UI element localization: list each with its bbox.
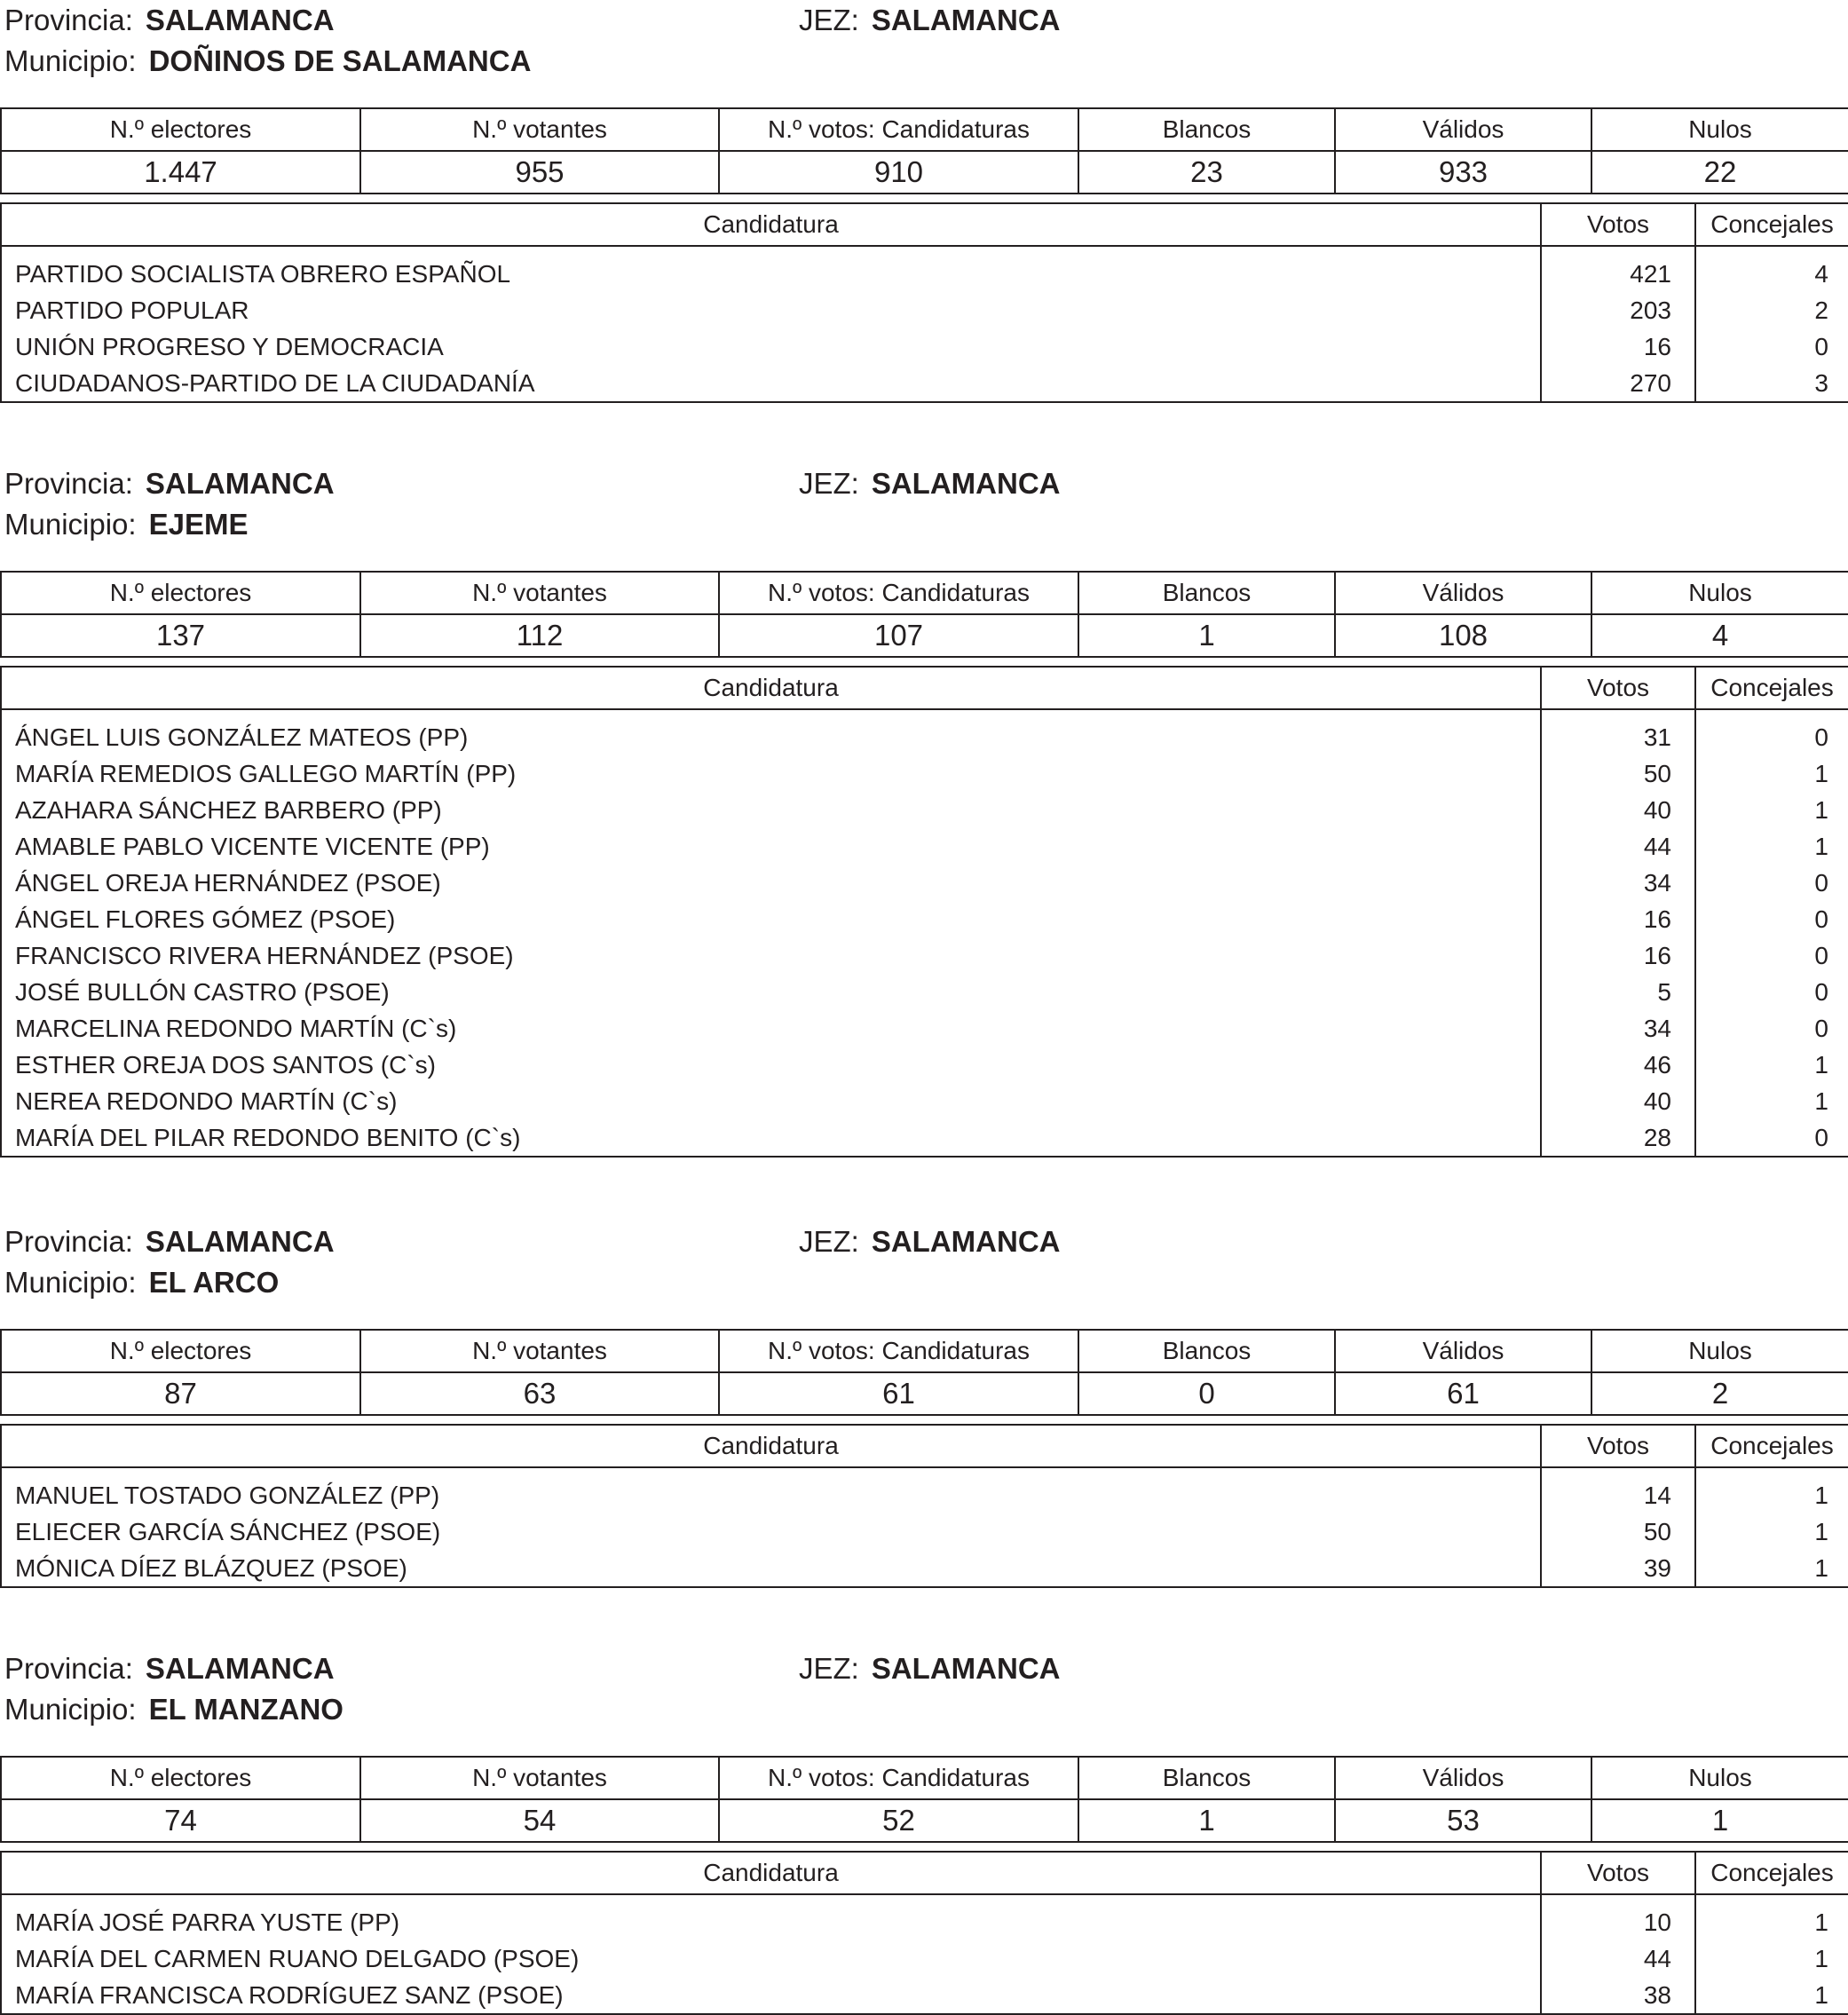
summary-header-blancos: Blancos	[1078, 108, 1335, 151]
summary-header-nulos: Nulos	[1591, 1757, 1848, 1799]
votos-header: Votos	[1541, 1425, 1695, 1467]
summary-table	[0, 1329, 1848, 1416]
provincia-label: Provincia:	[4, 467, 133, 500]
candidate-concejales: 1	[1695, 1047, 1848, 1083]
summary-table	[0, 107, 1848, 194]
summary-value-row	[1, 1372, 1848, 1415]
candidate-name: ELIECER GARCÍA SÁNCHEZ (PSOE)	[15, 1517, 441, 1545]
candidate-name: FRANCISCO RIVERA HERNÁNDEZ (PSOE)	[15, 941, 514, 969]
municipio-value: EL MANZANO	[148, 1693, 344, 1726]
candidate-row	[1, 1083, 1848, 1119]
candidate-row	[1, 828, 1848, 865]
candidate-row	[1, 365, 1848, 402]
candidates-table	[0, 202, 1848, 403]
votos-header: Votos	[1541, 203, 1695, 246]
candidate-row	[1, 1550, 1848, 1587]
candidate-name: PARTIDO SOCIALISTA OBRERO ESPAÑOL	[15, 259, 511, 288]
summary-value-blancos: 1	[1078, 614, 1335, 657]
candidatura-header: Candidatura	[1, 667, 1541, 709]
summary-header-row	[1, 1757, 1848, 1799]
summary-header-validos: Válidos	[1335, 1330, 1591, 1372]
candidates-table	[0, 1424, 1848, 1588]
candidate-concejales: 0	[1695, 719, 1848, 755]
candidate-name: CIUDADANOS-PARTIDO DE LA CIUDADANÍA	[15, 368, 535, 397]
municipio-value: EL ARCO	[148, 1266, 280, 1299]
candidate-concejales: 0	[1695, 1119, 1848, 1157]
candidatura-header: Candidatura	[1, 1425, 1541, 1467]
summary-header-nulos: Nulos	[1591, 108, 1848, 151]
summary-header-nulos: Nulos	[1591, 572, 1848, 614]
municipio-value: DOÑINOS DE SALAMANCA	[148, 44, 532, 77]
summary-header-votos_cand: N.º votos: Candidaturas	[719, 108, 1078, 151]
candidate-votos: 46	[1541, 1047, 1695, 1083]
candidate-votos: 10	[1541, 1904, 1695, 1940]
summary-value-row	[1, 1799, 1848, 1842]
candidates-table	[0, 666, 1848, 1158]
candidate-row	[1, 1119, 1848, 1157]
concejales-header: Concejales	[1695, 1425, 1848, 1467]
summary-header-validos: Válidos	[1335, 572, 1591, 614]
summary-header-nulos: Nulos	[1591, 1330, 1848, 1372]
candidate-row	[1, 974, 1848, 1010]
candidate-votos: 38	[1541, 1977, 1695, 2014]
summary-header-row	[1, 572, 1848, 614]
jez-line	[799, 0, 1061, 41]
candidate-row	[1, 256, 1848, 292]
summary-table	[0, 1756, 1848, 1843]
candidate-row	[1, 1010, 1848, 1047]
candidate-votos: 28	[1541, 1119, 1695, 1157]
candidate-name: ÁNGEL OREJA HERNÁNDEZ (PSOE)	[15, 868, 441, 897]
jez-value: SALAMANCA	[871, 1652, 1061, 1685]
candidate-row	[1, 719, 1848, 755]
jez-line	[799, 463, 1061, 504]
concejales-header: Concejales	[1695, 203, 1848, 246]
candidate-name: ÁNGEL LUIS GONZÁLEZ MATEOS (PP)	[15, 723, 469, 751]
candidate-name: ÁNGEL FLORES GÓMEZ (PSOE)	[15, 905, 396, 933]
candidate-row	[1, 1904, 1848, 1940]
candidates-header-row	[1, 203, 1848, 246]
candidates-header-row	[1, 667, 1848, 709]
provincia-value: SALAMANCA	[145, 4, 335, 36]
jez-line	[799, 1221, 1061, 1262]
candidate-votos: 31	[1541, 719, 1695, 755]
jez-label: JEZ:	[799, 1225, 859, 1258]
municipio-label: Municipio:	[4, 1266, 137, 1299]
candidate-concejales: 0	[1695, 901, 1848, 937]
candidatura-header: Candidatura	[1, 203, 1541, 246]
candidate-name: MANUEL TOSTADO GONZÁLEZ (PP)	[15, 1481, 440, 1509]
candidate-votos: 40	[1541, 1083, 1695, 1119]
summary-value-validos: 61	[1335, 1372, 1591, 1415]
candidate-row	[1, 865, 1848, 901]
municipio-label: Municipio:	[4, 1693, 137, 1726]
candidate-row	[1, 792, 1848, 828]
summary-header-electores: N.º electores	[1, 108, 360, 151]
summary-value-row	[1, 614, 1848, 657]
candidate-concejales: 0	[1695, 937, 1848, 974]
candidate-name: MARCELINA REDONDO MARTÍN (C`s)	[15, 1014, 457, 1042]
candidate-name: PARTIDO POPULAR	[15, 296, 249, 324]
candidate-name: NEREA REDONDO MARTÍN (C`s)	[15, 1087, 398, 1115]
provincia-value: SALAMANCA	[145, 1225, 335, 1258]
municipio-line	[4, 1689, 344, 1730]
candidate-votos: 16	[1541, 328, 1695, 365]
summary-header-votos_cand: N.º votos: Candidaturas	[719, 572, 1078, 614]
summary-value-votantes: 63	[360, 1372, 719, 1415]
candidate-concejales: 1	[1695, 1550, 1848, 1587]
concejales-header: Concejales	[1695, 1852, 1848, 1894]
summary-header-blancos: Blancos	[1078, 572, 1335, 614]
candidate-row	[1, 1477, 1848, 1513]
summary-value-blancos: 1	[1078, 1799, 1335, 1842]
municipio-value: EJEME	[148, 508, 249, 541]
summary-header-row	[1, 1330, 1848, 1372]
candidates-table	[0, 1851, 1848, 2015]
summary-value-blancos: 0	[1078, 1372, 1335, 1415]
summary-value-blancos: 23	[1078, 151, 1335, 194]
municipio-line	[4, 1262, 279, 1303]
municipio-line	[4, 41, 531, 82]
candidate-concejales: 1	[1695, 1083, 1848, 1119]
summary-value-votos_cand: 107	[719, 614, 1078, 657]
candidate-votos: 39	[1541, 1550, 1695, 1587]
candidate-votos: 16	[1541, 901, 1695, 937]
jez-label: JEZ:	[799, 1652, 859, 1685]
candidate-name: MARÍA REMEDIOS GALLEGO MARTÍN (PP)	[15, 759, 517, 787]
candidate-concejales: 1	[1695, 755, 1848, 792]
summary-header-electores: N.º electores	[1, 1757, 360, 1799]
votos-header: Votos	[1541, 1852, 1695, 1894]
candidate-concejales: 1	[1695, 792, 1848, 828]
provincia-line	[4, 0, 335, 41]
candidates-header-row	[1, 1425, 1848, 1467]
candidate-votos: 44	[1541, 1940, 1695, 1977]
candidate-concejales: 0	[1695, 328, 1848, 365]
candidate-votos: 40	[1541, 792, 1695, 828]
candidate-votos: 34	[1541, 1010, 1695, 1047]
candidatura-header: Candidatura	[1, 1852, 1541, 1894]
summary-value-votos_cand: 52	[719, 1799, 1078, 1842]
candidate-concejales: 1	[1695, 1977, 1848, 2014]
summary-header-votos_cand: N.º votos: Candidaturas	[719, 1757, 1078, 1799]
summary-value-nulos: 2	[1591, 1372, 1848, 1415]
candidate-votos: 203	[1541, 292, 1695, 328]
jez-line	[799, 1648, 1061, 1689]
provincia-label: Provincia:	[4, 1225, 133, 1258]
provincia-line	[4, 1648, 335, 1689]
provincia-label: Provincia:	[4, 4, 133, 36]
candidate-name: MARÍA JOSÉ PARRA YUSTE (PP)	[15, 1908, 400, 1936]
candidate-concejales: 4	[1695, 256, 1848, 292]
candidate-row	[1, 1977, 1848, 2014]
candidate-votos: 44	[1541, 828, 1695, 865]
candidate-name: JOSÉ BULLÓN CASTRO (PSOE)	[15, 977, 390, 1006]
jez-label: JEZ:	[799, 467, 859, 500]
candidate-votos: 34	[1541, 865, 1695, 901]
summary-value-electores: 1.447	[1, 151, 360, 194]
candidate-name: AZAHARA SÁNCHEZ BARBERO (PP)	[15, 795, 442, 824]
candidate-concejales: 2	[1695, 292, 1848, 328]
summary-value-nulos: 4	[1591, 614, 1848, 657]
summary-header-row	[1, 108, 1848, 151]
summary-value-votantes: 955	[360, 151, 719, 194]
summary-header-validos: Válidos	[1335, 108, 1591, 151]
summary-header-electores: N.º electores	[1, 572, 360, 614]
candidate-votos: 16	[1541, 937, 1695, 974]
candidate-votos: 421	[1541, 256, 1695, 292]
candidates-header-row	[1, 1852, 1848, 1894]
summary-value-electores: 87	[1, 1372, 360, 1415]
candidate-name: AMABLE PABLO VICENTE VICENTE (PP)	[15, 832, 490, 860]
candidate-row	[1, 1940, 1848, 1977]
candidate-concejales: 1	[1695, 1904, 1848, 1940]
summary-header-votantes: N.º votantes	[360, 1330, 719, 1372]
summary-value-validos: 53	[1335, 1799, 1591, 1842]
candidate-row	[1, 1513, 1848, 1550]
candidate-votos: 5	[1541, 974, 1695, 1010]
candidate-concejales: 3	[1695, 365, 1848, 402]
candidate-name: MÓNICA DÍEZ BLÁZQUEZ (PSOE)	[15, 1553, 407, 1582]
provincia-value: SALAMANCA	[145, 467, 335, 500]
summary-value-validos: 933	[1335, 151, 1591, 194]
summary-value-row	[1, 151, 1848, 194]
summary-header-blancos: Blancos	[1078, 1330, 1335, 1372]
provincia-value: SALAMANCA	[145, 1652, 335, 1685]
provincia-label: Provincia:	[4, 1652, 133, 1685]
candidate-concejales: 1	[1695, 1477, 1848, 1513]
summary-value-validos: 108	[1335, 614, 1591, 657]
candidate-name: MARÍA DEL CARMEN RUANO DELGADO (PSOE)	[15, 1944, 580, 1972]
summary-value-votantes: 112	[360, 614, 719, 657]
candidate-concejales: 0	[1695, 974, 1848, 1010]
summary-value-votos_cand: 910	[719, 151, 1078, 194]
candidate-concejales: 1	[1695, 1513, 1848, 1550]
candidate-name: UNIÓN PROGRESO Y DEMOCRACIA	[15, 332, 444, 360]
jez-value: SALAMANCA	[871, 1225, 1061, 1258]
municipio-label: Municipio:	[4, 508, 137, 541]
summary-header-blancos: Blancos	[1078, 1757, 1335, 1799]
summary-value-nulos: 1	[1591, 1799, 1848, 1842]
candidate-row	[1, 901, 1848, 937]
summary-header-votos_cand: N.º votos: Candidaturas	[719, 1330, 1078, 1372]
candidate-row	[1, 292, 1848, 328]
summary-value-votantes: 54	[360, 1799, 719, 1842]
summary-header-votantes: N.º votantes	[360, 108, 719, 151]
candidate-concejales: 1	[1695, 1940, 1848, 1977]
municipio-label: Municipio:	[4, 44, 137, 77]
candidate-row	[1, 1047, 1848, 1083]
candidate-concejales: 0	[1695, 865, 1848, 901]
concejales-header: Concejales	[1695, 667, 1848, 709]
summary-value-nulos: 22	[1591, 151, 1848, 194]
summary-header-votantes: N.º votantes	[360, 1757, 719, 1799]
candidate-concejales: 0	[1695, 1010, 1848, 1047]
summary-value-votos_cand: 61	[719, 1372, 1078, 1415]
candidate-concejales: 1	[1695, 828, 1848, 865]
candidate-name: MARÍA DEL PILAR REDONDO BENITO (C`s)	[15, 1123, 521, 1151]
candidate-row	[1, 755, 1848, 792]
candidate-votos: 50	[1541, 1513, 1695, 1550]
summary-header-votantes: N.º votantes	[360, 572, 719, 614]
summary-table	[0, 571, 1848, 658]
summary-header-electores: N.º electores	[1, 1330, 360, 1372]
candidate-name: MARÍA FRANCISCA RODRÍGUEZ SANZ (PSOE)	[15, 1980, 564, 2009]
provincia-line	[4, 463, 335, 504]
jez-label: JEZ:	[799, 4, 859, 36]
jez-value: SALAMANCA	[871, 4, 1061, 36]
candidate-row	[1, 328, 1848, 365]
candidate-name: ESTHER OREJA DOS SANTOS (C`s)	[15, 1050, 436, 1079]
candidate-votos: 14	[1541, 1477, 1695, 1513]
candidate-votos: 270	[1541, 365, 1695, 402]
provincia-line	[4, 1221, 335, 1262]
candidate-votos: 50	[1541, 755, 1695, 792]
summary-value-electores: 137	[1, 614, 360, 657]
jez-value: SALAMANCA	[871, 467, 1061, 500]
summary-header-validos: Válidos	[1335, 1757, 1591, 1799]
votos-header: Votos	[1541, 667, 1695, 709]
summary-value-electores: 74	[1, 1799, 360, 1842]
candidate-row	[1, 937, 1848, 974]
municipio-line	[4, 504, 248, 545]
